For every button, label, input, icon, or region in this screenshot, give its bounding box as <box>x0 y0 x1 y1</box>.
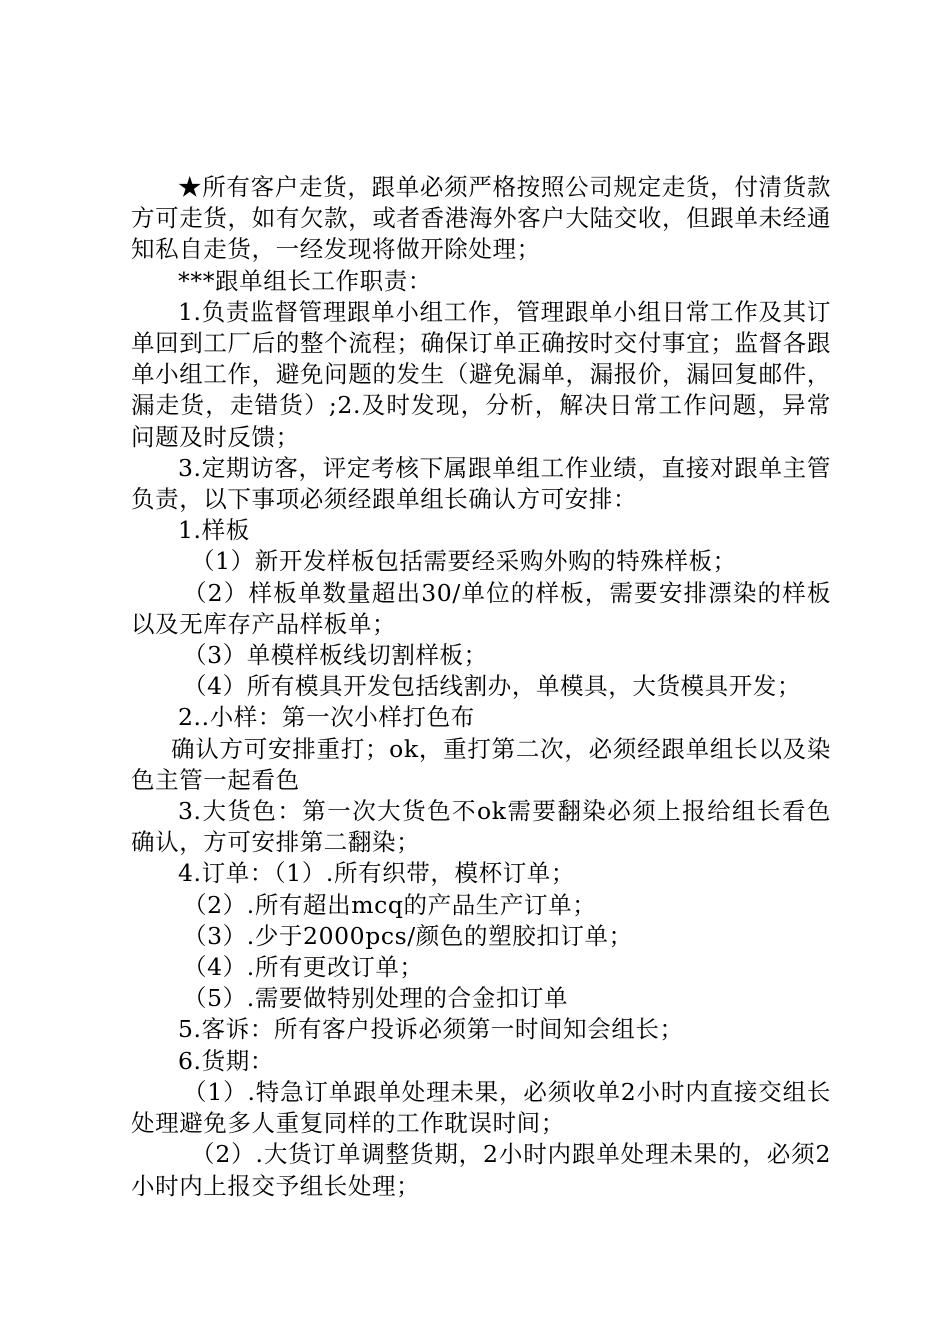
item-sample-2: （2）样板单数量超出30/单位的样板，需要安排漂染的样板以及无库存产品样板单； <box>131 578 831 638</box>
item-sample-board: 1.样板 <box>178 516 250 545</box>
item-swatch: 2..小样：第一次小样打色布 <box>178 703 475 732</box>
item-orders-2: （2）.所有超出mcq的产品生产订单； <box>183 890 597 919</box>
paragraph-duty-1: 1.负责监督管理跟单小组工作，管理跟单小组日常工作及其订单回到工厂后的整个流程；确保订单正确按时交付事宜；监督各跟单小组工作，避免问题的发生（避免漏单，漏报价，漏回复邮件，漏走货，走错货）;2.及时发现，分析，解决日常工作问题，异常问题及时反馈； <box>131 297 831 451</box>
paragraph-duty-3: 3.定期访客，评定考核下属跟单组工作业绩，直接对跟单主管负责，以下事项必须经跟单组长确认方可安排： <box>131 453 831 514</box>
item-delivery-1: （1）.特急订单跟单处理未果，必须收单2小时内直接交组长处理避免多人重复同样的工作耽误时间； <box>131 1077 831 1138</box>
item-delivery: 6.货期： <box>178 1046 274 1075</box>
item-orders-5: （5）.需要做特别处理的合金扣订单 <box>183 984 569 1013</box>
item-delivery-2: （2）.大货订单调整货期，2小时内跟单处理未果的，必须2小时内上报交予组长处理； <box>131 1140 831 1200</box>
item-bulk-color: 3.大货色：第一次大货色不ok需要翻染必须上报给组长看色确认，方可安排第二翻染； <box>131 797 831 857</box>
item-orders-4: （4）.所有更改订单； <box>183 953 424 982</box>
item-orders-3: （3）.少于2000pcs/颜色的塑胶扣订单； <box>183 921 633 950</box>
item-sample-3: （3）单模样板线切割样板； <box>183 641 488 670</box>
document-body <box>131 172 831 1202</box>
item-sample-1: （1）新开发样板包括需要经采购外购的特殊样板； <box>191 547 737 576</box>
section-heading-team-leader-duties: ***跟单组长工作职责： <box>178 266 432 295</box>
item-orders: 4.订单：（1）.所有织带，模杯订单； <box>178 859 575 888</box>
paragraph-shipping-rule: ★所有客户走货，跟单必须严格按照公司规定走货，付清货款方可走货，如有欠款，或者香港海外客户大陆交收，但跟单未经通知私自走货，一经发现将做开除处理； <box>131 173 831 264</box>
item-complaints: 5.客诉：所有客户投诉必须第一时间知会组长； <box>178 1015 684 1044</box>
item-swatch-detail: 确认方可安排重打；ok，重打第二次，必须经跟单组长以及染色主管一起看色 <box>131 734 831 794</box>
item-sample-4: （4）所有模具开发包括线割办，单模具，大货模具开发； <box>183 672 802 701</box>
